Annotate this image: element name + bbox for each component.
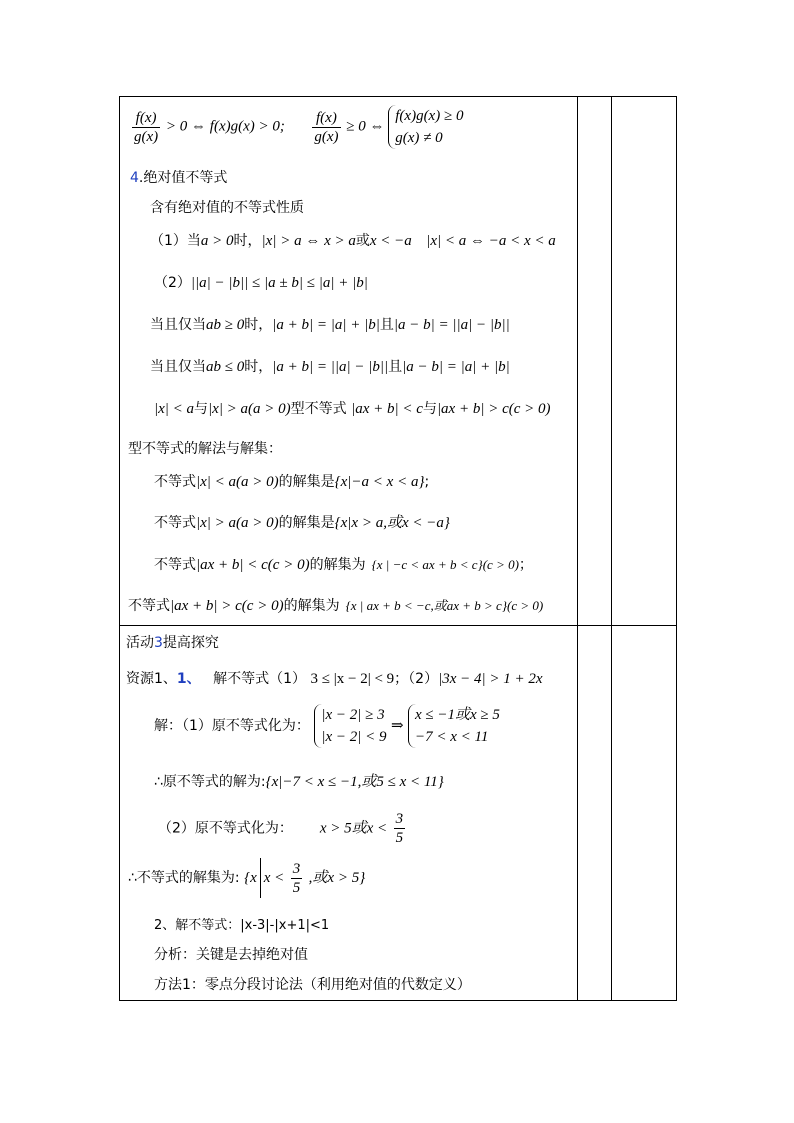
empty-cell (578, 626, 612, 1001)
analysis-text: 分析：关键是去掉绝对值 (154, 947, 308, 963)
property-2: （2）||a| − |b|| ≤ |a ± b| ≤ |a| + |b| (154, 275, 368, 291)
equation-system: x ≤ −1或x ≥ 5 −7 < x < 11 (408, 704, 500, 748)
equivalence-text: > 0 ⇔ f(x)g(x) > 0; (165, 118, 285, 135)
solution-set-heading: 型不等式的解法与解集： (128, 441, 282, 457)
empty-cell (612, 626, 677, 1001)
section-number: 4 (130, 170, 139, 186)
fraction-equivalence-line (130, 105, 463, 149)
solution-set-1: 不等式|x| < a(a > 0)的解集是{x|−a < x < a}; (154, 474, 430, 490)
content-cell (120, 97, 578, 626)
solution-1: 解：（1）原不等式化为： |x − 2| ≥ 3 |x − 2| < 9 ⇒ x ≤ −1或x ≥ 5 −7 < x < 11 (154, 704, 500, 748)
property-3: 当且仅当ab ≥ 0时，|a + b| = |a| + |b|且|a − b| = ||a| − |b|| (150, 317, 510, 333)
section-heading (130, 169, 227, 187)
solution-1-result: ∴原不等式的解为:{x|−7 < x ≤ −1,或5 ≤ x < 11} (154, 774, 444, 790)
table-row (120, 626, 677, 1001)
activity-title: 活动3提高探究 (126, 635, 219, 651)
equation-system: f(x)g(x) ≥ 0 g(x) ≠ 0 (388, 105, 463, 149)
fraction: $\frac{f(x)}{g(x)}$ (134, 109, 159, 145)
table-row (120, 97, 677, 626)
property-4: 当且仅当ab ≤ 0时，|a + b| = ||a| − |b||且|a − b| = |a| + |b| (150, 359, 510, 375)
fraction: $\frac{3}{5}$ (395, 811, 404, 846)
fraction: $\frac{3}{5}$ (292, 860, 301, 896)
solution-2: （2）原不等式化为： x > 5或x < $\frac{3}{5}$ (158, 811, 404, 846)
empty-cell (578, 97, 612, 626)
method-1-text: 方法1：零点分段讨论法（利用绝对值的代数定义） (154, 977, 471, 993)
section-title: .绝对值不等式 (138, 170, 228, 186)
solution-set-2: 不等式|x| > a(a > 0)的解集是{x|x > a,或x < −a} (154, 515, 450, 531)
inequality-types-line: |x| < a与|x| > a(a > 0)型不等式 |ax + b| < c与|ax + b| > c(c > 0) (154, 401, 551, 417)
empty-cell (612, 97, 677, 626)
lesson-table (119, 96, 677, 1001)
resource-problem: 资源1、1、 解不等式（1） 3 ≤ |x − 2| < 9；（2）|3x − 4| > 1 + 2x (126, 671, 543, 687)
solution-set-4: 不等式|ax + b| > c(c > 0)的解集为 {x | ax + b < −c,或ax + b > c}(c > 0) (128, 598, 544, 614)
property-1: （1）当a > 0时，|x| > a ⇔ x > a或x < −a |x| < a ⇔ −a < x < a (150, 233, 556, 249)
solution-set-3: 不等式|ax + b| < c(c > 0)的解集为 {x | −c < ax + b < c}(c > 0)； (154, 557, 533, 573)
content-cell (120, 626, 578, 1001)
divider (260, 858, 261, 898)
question-2: 2、解不等式：|x-3|-|x+1|<1 (154, 918, 330, 933)
equation-system: |x − 2| ≥ 3 |x − 2| < 9 (314, 704, 386, 748)
property-title: 含有绝对值的不等式性质 (150, 200, 304, 216)
equivalence-text: ≥ 0 ⇔ (346, 118, 385, 135)
solution-2-result: ∴不等式的解集为: {x x < $\frac{3}{5}$ ,或x > 5} (128, 858, 365, 898)
fraction: $\frac{f(x)}{g(x)}$ (314, 109, 339, 145)
